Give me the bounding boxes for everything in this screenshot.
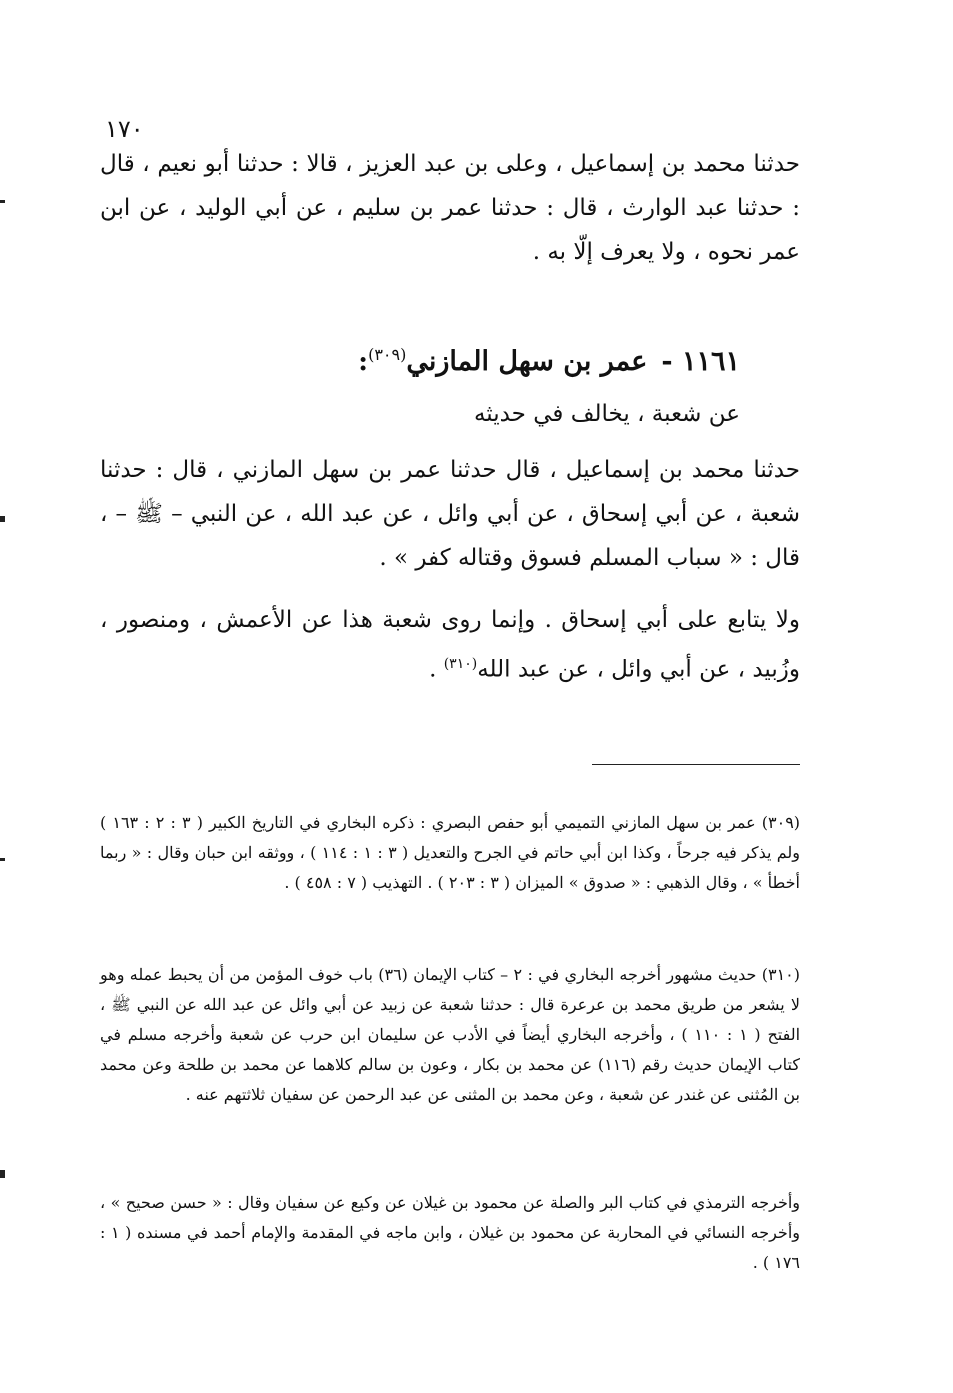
footnote-separator bbox=[592, 764, 800, 765]
commentary-end: . bbox=[429, 656, 444, 683]
footnote-309: (٣٠٩) عمر بن سهل المازني التميمي أبو حفص البصري : ذكره البخاري في التاريخ الكبير ( ٣ : ٢ : ١٦٣ ) ولم يذكر فيه جرحاً ، وكذا ابن أبي حاتم في الجرح والتعديل ( ٣ : ١ : ١١٤ ) ، ووثقه ابن حبان وقال : « ربما أخطأ » ، وقال الذهبي : « صدوق » الميزان ( ٣ : ٢٠٣ ) . التهذيب ( ٧ : ٤٥٨ ) . bbox=[100, 813, 801, 892]
footnote-310-continued: وأخرجه الترمذي في كتاب البر والصلة عن محمود بن غيلان عن وكيع عن سفيان وقال : « حسن صحيح » ، وأخرجه النسائي في المحاربة عن محمود بن غيلان ، وابن ماجه في المقدمة والإمام أحمد في مسنده ( ١ : ١٧٦ ) . bbox=[100, 1193, 800, 1272]
entry-footnote-ref: (٣٠٩) bbox=[368, 345, 407, 364]
scan-edge-mark bbox=[0, 1170, 5, 1178]
hadith-paragraph: حدثنا محمد بن إسماعيل ، قال حدثنا عمر بن سهل المازني ، قال : حدثنا شعبة ، عن أبي إسحاق ، عن أبي وائل ، عن عبد الله ، عن النبي – ﷺ – ، قال : « سباب المسلم فسوق وقتاله كفر » . bbox=[100, 457, 800, 571]
page-number: ١٧٠ bbox=[105, 115, 144, 143]
scan-edge-mark bbox=[0, 858, 5, 861]
footnote-310: (٣١٠) حديث مشهور أخرجه البخاري في : ٢ – كتاب الإيمان (٣٦) باب خوف المؤمن من أن يحبط عمله وهو لا يشعر من طريق محمد بن عرعرة قال : حدثنا شعبة عن زبيد عن أبي وائل عن عبد الله عن النبي ﷺ ، الفتح ( ١ : ١١٠ ) ، وأخرجه البخاري أيضاً في الأدب عن سليمان ابن حرب عن شعبة وأخرجه مسلم في كتاب الإيمان حديث رقم (١١٦) عن محمد بن بكار ، وعون بن سالم كلاهما عن محمد بن طلحة وعن محمد بن المُثنى عن غندر عن شعبة ، وعن محمد بن المثنى عن عبد الرحمن عن سفيان ثلاثتهم عنه . bbox=[100, 965, 801, 1104]
entry-colon: : bbox=[358, 346, 369, 377]
top-paragraph: حدثنا محمد بن إسماعيل ، وعلى بن عبد العزيز ، قالا : حدثنا أبو نعيم ، قال : حدثنا عبد الوارث ، قال : حدثنا عمر بن سليم ، عن أبي الوليد ، عن ابن عمر نحوه ، ولا يعرف إلّا به . bbox=[100, 151, 800, 265]
commentary-text: ولا يتابع على أبي إسحاق . وإنما روى شعبة هذا عن الأعمش ، ومنصور ، وزُبيد ، عن أبي وائل ، عن عبد الله bbox=[100, 607, 800, 683]
scan-edge-mark bbox=[0, 516, 5, 522]
commentary-footnote-ref: (٣١٠) bbox=[443, 656, 478, 672]
entry-number: ١١٦١ - bbox=[661, 346, 740, 377]
entry-name: عمر بن سهل المازني bbox=[406, 346, 648, 377]
entry-description: عن شعبة ، يخالف في حديثه bbox=[473, 401, 740, 427]
scan-edge-mark bbox=[0, 200, 5, 203]
commentary-paragraph bbox=[100, 598, 800, 692]
entry-heading bbox=[100, 332, 740, 385]
